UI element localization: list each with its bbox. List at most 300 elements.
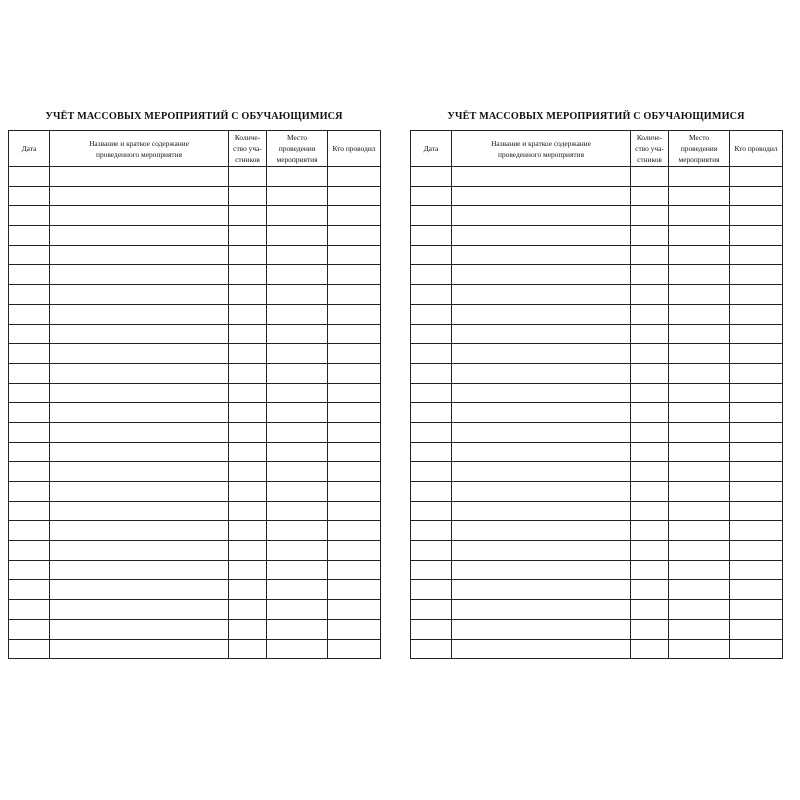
conducted-by-cell [328,167,381,187]
conducted-by-cell [730,560,783,580]
participants-cell [631,206,669,226]
conducted-by-cell [730,639,783,659]
location-cell [267,501,328,521]
participants-cell [631,344,669,364]
conducted-by-cell [730,619,783,639]
conducted-by-cell [730,186,783,206]
participants-cell [631,383,669,403]
date-cell [411,521,452,541]
table-row [411,363,783,383]
date-cell [9,521,50,541]
date-cell [9,206,50,226]
date-cell [9,541,50,561]
location-cell [669,167,730,187]
date-cell [411,403,452,423]
conducted-by-cell [730,344,783,364]
participants-cell [631,560,669,580]
participants-cell [229,560,267,580]
header-date: Дата [9,131,50,167]
participants-cell [229,403,267,423]
location-cell [669,186,730,206]
conducted-by-cell [730,541,783,561]
event-name-cell [452,521,631,541]
conducted-by-cell [730,422,783,442]
location-cell [669,462,730,482]
event-name-cell [452,639,631,659]
event-name-cell [50,186,229,206]
table-row [411,383,783,403]
header-row [9,131,381,167]
location-cell [669,324,730,344]
header-conducted-by: Кто проводил [730,131,783,167]
conducted-by-cell [328,560,381,580]
location-cell [669,639,730,659]
date-cell [9,167,50,187]
date-cell [9,344,50,364]
conducted-by-cell [730,245,783,265]
date-cell [411,383,452,403]
event-name-cell [452,501,631,521]
table-row [411,344,783,364]
participants-cell [631,403,669,423]
table-row [9,501,381,521]
date-cell [9,501,50,521]
table-row [411,560,783,580]
table-row [9,422,381,442]
participants-cell [631,442,669,462]
event-name-cell [50,639,229,659]
conducted-by-cell [328,482,381,502]
event-name-cell [452,482,631,502]
conducted-by-cell [328,600,381,620]
table-body [411,167,783,659]
date-cell [411,560,452,580]
event-name-cell [452,186,631,206]
date-cell [9,226,50,246]
date-cell [9,422,50,442]
conducted-by-cell [730,324,783,344]
location-cell [267,383,328,403]
location-cell [267,186,328,206]
conducted-by-cell [730,167,783,187]
location-cell [669,422,730,442]
event-name-cell [50,501,229,521]
participants-cell [631,245,669,265]
date-cell [9,186,50,206]
event-name-cell [452,363,631,383]
participants-cell [631,304,669,324]
table-row [9,304,381,324]
location-cell [267,462,328,482]
conducted-by-cell [730,206,783,226]
conducted-by-cell [730,383,783,403]
event-name-cell [452,304,631,324]
header-event-name: Название и краткое содержание проведенного мероприятия [452,131,631,167]
table-row [9,265,381,285]
location-cell [267,167,328,187]
table-row [9,462,381,482]
participants-cell [229,245,267,265]
location-cell [669,304,730,324]
location-cell [267,344,328,364]
event-name-cell [452,226,631,246]
location-cell [669,501,730,521]
date-cell [411,344,452,364]
participants-cell [229,363,267,383]
date-cell [411,285,452,305]
conducted-by-cell [730,462,783,482]
participants-cell [631,285,669,305]
header-participants: Количе- ство уча- стников [229,131,267,167]
location-cell [267,245,328,265]
participants-cell [631,580,669,600]
participants-cell [631,462,669,482]
table-body [9,167,381,659]
table-row [9,245,381,265]
date-cell [411,186,452,206]
conducted-by-cell [328,501,381,521]
participants-cell [229,482,267,502]
event-name-cell [50,344,229,364]
header-event-name: Название и краткое содержание проведенного мероприятия [50,131,229,167]
table-row [9,482,381,502]
date-cell [411,541,452,561]
location-cell [267,363,328,383]
date-cell [411,482,452,502]
location-cell [267,324,328,344]
event-name-cell [50,265,229,285]
date-cell [411,442,452,462]
location-cell [669,580,730,600]
event-name-cell [452,324,631,344]
conducted-by-cell [328,422,381,442]
table-row [411,245,783,265]
location-cell [267,619,328,639]
date-cell [411,324,452,344]
table-row [411,422,783,442]
conducted-by-cell [730,482,783,502]
participants-cell [631,324,669,344]
table-row [411,600,783,620]
table-row [411,541,783,561]
conducted-by-cell [328,285,381,305]
event-name-cell [50,363,229,383]
date-cell [9,600,50,620]
table-row [411,639,783,659]
conducted-by-cell [730,600,783,620]
location-cell [669,363,730,383]
participants-cell [631,501,669,521]
participants-cell [229,619,267,639]
location-cell [669,600,730,620]
event-name-cell [452,403,631,423]
conducted-by-cell [328,541,381,561]
event-name-cell [452,285,631,305]
location-cell [669,206,730,226]
event-name-cell [50,206,229,226]
conducted-by-cell [730,304,783,324]
event-name-cell [50,226,229,246]
date-cell [9,285,50,305]
event-name-cell [50,245,229,265]
table-row [9,541,381,561]
table-row [9,619,381,639]
header-date: Дата [411,131,452,167]
date-cell [411,265,452,285]
location-cell [669,560,730,580]
event-name-cell [50,600,229,620]
date-cell [9,324,50,344]
participants-cell [229,521,267,541]
date-cell [411,580,452,600]
conducted-by-cell [328,521,381,541]
event-name-cell [50,304,229,324]
participants-cell [229,600,267,620]
event-name-cell [452,206,631,226]
event-name-cell [452,422,631,442]
conducted-by-cell [328,619,381,639]
date-cell [411,363,452,383]
table-row [9,403,381,423]
date-cell [411,462,452,482]
location-cell [669,226,730,246]
table-row [9,206,381,226]
participants-cell [631,363,669,383]
table-row [411,265,783,285]
date-cell [9,363,50,383]
location-cell [669,403,730,423]
participants-cell [631,619,669,639]
table-row [411,324,783,344]
event-name-cell [50,482,229,502]
participants-cell [229,442,267,462]
header-location: Место проведения мероприятия [267,131,328,167]
conducted-by-cell [328,462,381,482]
participants-cell [229,501,267,521]
conducted-by-cell [328,344,381,364]
participants-cell [229,285,267,305]
location-cell [267,226,328,246]
conducted-by-cell [328,226,381,246]
table-row [9,600,381,620]
event-name-cell [452,167,631,187]
date-cell [9,560,50,580]
participants-cell [229,167,267,187]
header-row [411,131,783,167]
date-cell [9,265,50,285]
table-row [411,186,783,206]
conducted-by-cell [328,580,381,600]
participants-cell [631,600,669,620]
event-name-cell [50,285,229,305]
location-cell [267,541,328,561]
participants-cell [631,541,669,561]
location-cell [267,206,328,226]
table-row [9,442,381,462]
date-cell [9,619,50,639]
conducted-by-cell [730,363,783,383]
event-name-cell [452,600,631,620]
table-row [411,521,783,541]
participants-cell [229,580,267,600]
date-cell [9,304,50,324]
location-cell [267,521,328,541]
event-name-cell [452,541,631,561]
event-name-cell [50,619,229,639]
location-cell [267,580,328,600]
table-row [9,639,381,659]
participants-cell [631,167,669,187]
participants-cell [229,265,267,285]
location-cell [669,344,730,364]
conducted-by-cell [730,265,783,285]
conducted-by-cell [328,324,381,344]
event-name-cell [50,541,229,561]
date-cell [411,619,452,639]
conducted-by-cell [328,363,381,383]
location-cell [669,442,730,462]
table-row [411,167,783,187]
header-participants: Количе- ство уча- стников [631,131,669,167]
participants-cell [229,462,267,482]
conducted-by-cell [730,580,783,600]
date-cell [9,403,50,423]
conducted-by-cell [328,186,381,206]
location-cell [267,403,328,423]
table-row [411,619,783,639]
event-name-cell [50,403,229,423]
conducted-by-cell [328,383,381,403]
conducted-by-cell [328,403,381,423]
table-row [9,324,381,344]
table-row [9,580,381,600]
header-conducted-by: Кто проводил [328,131,381,167]
location-cell [267,265,328,285]
table-row [411,403,783,423]
date-cell [411,639,452,659]
date-cell [9,482,50,502]
location-cell [669,521,730,541]
location-cell [267,639,328,659]
participants-cell [229,383,267,403]
location-cell [267,560,328,580]
event-name-cell [50,167,229,187]
table-row [411,285,783,305]
table-row [411,304,783,324]
participants-cell [631,639,669,659]
location-cell [669,245,730,265]
conducted-by-cell [328,639,381,659]
participants-cell [229,422,267,442]
table-row [9,560,381,580]
event-name-cell [452,442,631,462]
table-row [9,363,381,383]
location-cell [267,442,328,462]
date-cell [9,383,50,403]
page-title: УЧЁТ МАССОВЫХ МЕРОПРИЯТИЙ С ОБУЧАЮЩИМИСЯ [447,111,745,122]
participants-cell [631,226,669,246]
date-cell [411,501,452,521]
location-cell [669,285,730,305]
event-name-cell [452,560,631,580]
event-name-cell [50,521,229,541]
participants-cell [229,541,267,561]
table-row [9,383,381,403]
event-name-cell [452,619,631,639]
conducted-by-cell [730,442,783,462]
date-cell [411,226,452,246]
location-cell [267,304,328,324]
event-name-cell [452,580,631,600]
conducted-by-cell [730,226,783,246]
date-cell [9,639,50,659]
table-row [411,206,783,226]
date-cell [411,206,452,226]
table-row [9,186,381,206]
participants-cell [631,521,669,541]
page-title: УЧЁТ МАССОВЫХ МЕРОПРИЯТИЙ С ОБУЧАЮЩИМИСЯ [45,111,343,122]
header-location: Место проведения мероприятия [669,131,730,167]
events-table [8,130,381,659]
conducted-by-cell [730,285,783,305]
conducted-by-cell [730,521,783,541]
date-cell [9,580,50,600]
table-row [9,167,381,187]
location-cell [669,541,730,561]
participants-cell [229,304,267,324]
date-cell [9,442,50,462]
location-cell [669,383,730,403]
conducted-by-cell [328,304,381,324]
event-name-cell [452,265,631,285]
event-name-cell [452,383,631,403]
location-cell [669,265,730,285]
event-name-cell [452,245,631,265]
location-cell [669,482,730,502]
participants-cell [631,482,669,502]
participants-cell [631,422,669,442]
table-row [9,344,381,364]
date-cell [9,462,50,482]
table-row [9,226,381,246]
table-row [9,521,381,541]
event-name-cell [50,324,229,344]
table-row [411,442,783,462]
table-row [411,226,783,246]
location-cell [267,422,328,442]
conducted-by-cell [328,206,381,226]
event-name-cell [452,462,631,482]
date-cell [9,245,50,265]
date-cell [411,304,452,324]
participants-cell [229,206,267,226]
conducted-by-cell [730,403,783,423]
participants-cell [229,324,267,344]
location-cell [267,482,328,502]
participants-cell [229,186,267,206]
date-cell [411,245,452,265]
participants-cell [229,344,267,364]
location-cell [267,600,328,620]
conducted-by-cell [328,265,381,285]
table-row [411,482,783,502]
event-name-cell [50,383,229,403]
date-cell [411,600,452,620]
event-name-cell [452,344,631,364]
location-cell [669,619,730,639]
participants-cell [229,639,267,659]
location-cell [267,285,328,305]
